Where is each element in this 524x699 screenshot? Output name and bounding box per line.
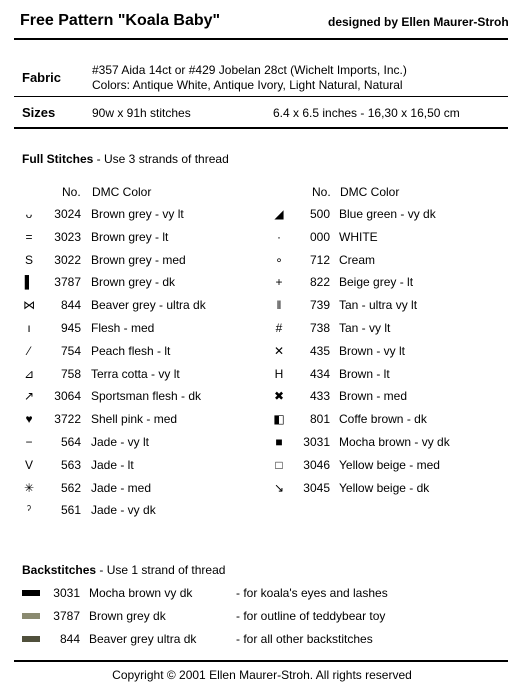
stitch-row [0,296,524,314]
copyright-notice: Copyright © 2001 Ellen Maurer-Stroh. All rights reserved [112,668,412,682]
triangle-icon: ⊿ [23,366,35,381]
sizes-stitches: 90w x 91h stitches [92,106,191,120]
full-stitches-note: - Use 3 strands of thread [93,152,229,166]
dmc-number: 3031 [53,586,80,600]
full-stitches-heading [22,152,229,166]
dmc-number: 3031 [303,435,330,449]
fabric-line-2: Colors: Antique White, Antique Ivory, Light Natural, Natural [92,78,403,92]
dmc-color-name: Beaver grey - ultra dk [91,298,206,313]
dot-icon: · [277,229,281,244]
thread-swatch [22,636,40,642]
letter-h-icon: H [274,366,284,381]
slash-icon: ⁄ [27,343,30,358]
bowtie-icon: ⋈ [23,298,35,313]
dmc-number: 739 [309,298,330,313]
heart-icon: ♥ [25,412,33,427]
dmc-number: 738 [309,321,330,335]
full-stitches-title: Full Stitches [22,152,94,166]
chevron-down-icon: V [24,457,33,472]
dmc-color-name: Blue green - vy dk [339,207,436,221]
dmc-number: 562 [60,480,81,495]
curve-icon: ᴗ [25,207,33,221]
stitch-row [0,433,524,451]
dmc-color-name: Terra cotta - vy lt [91,366,180,381]
col-header-no-left: No. [62,185,81,199]
bar-icon: ▌ [24,275,34,290]
arrow-down-right-icon: ↘ [273,480,285,495]
x-icon: ✕ [273,343,285,358]
dmc-color-name: Brown grey - med [91,252,186,267]
dmc-color-name: Sportsman flesh - dk [91,389,202,404]
dmc-number: 3787 [53,608,80,623]
dmc-number: 3046 [303,457,330,472]
dmc-number: 3024 [54,207,81,221]
dmc-color-name: Shell pink - med [91,412,178,427]
dmc-color-name: Tan - ultra vy lt [339,298,418,313]
dmc-color-name: Brown - vy lt [339,343,406,358]
stitch-row [0,228,524,246]
dmc-number: 433 [309,389,330,404]
dmc-number: 754 [60,343,81,358]
backstitches-heading [22,563,225,577]
header-divider [14,38,508,40]
dmc-number: 000 [309,229,330,244]
dmc-number: 434 [309,366,330,381]
hash-icon: # [275,321,283,335]
stitch-row [0,501,524,519]
letter-s-icon: S [24,252,33,267]
dmc-color-name: Brown grey - dk [91,275,176,290]
dmc-color-name: Brown grey - lt [91,229,169,244]
stitch-row [0,319,524,337]
backstitch-row [0,584,524,602]
dmc-color-name: Jade - vy dk [91,503,156,518]
equals-icon: = [25,229,33,244]
dmc-color-name: Beige grey - lt [339,275,414,290]
backstitch-purpose: - for all other backstitches [236,631,373,646]
dmc-color-name: Jade - vy lt [91,435,150,449]
dmc-color-name: Brown grey - vy lt [91,207,184,221]
dash-icon: − [25,435,33,449]
dmc-number: 758 [60,366,81,381]
dmc-number: 3064 [54,389,81,404]
stitch-row [0,387,524,405]
dmc-color-name: Jade - med [91,480,152,495]
dmc-color-name: Coffe brown - dk [339,412,427,427]
dmc-number: 561 [60,503,81,518]
dmc-number: 844 [59,631,80,646]
backstitches-title: Backstitches [22,563,97,577]
dmc-color-name: Brown - lt [339,366,390,381]
sizes-label: Sizes [22,105,56,120]
footer-divider [14,660,508,662]
thread-swatch [22,590,40,596]
thread-swatch [22,613,40,619]
designer-credit: designed by Ellen Maurer-Stroh [328,15,509,29]
small-bar-icon: ı [27,321,31,335]
dmc-color-name: Tan - vy lt [339,321,391,335]
dmc-number: 3045 [303,480,330,495]
dmc-color-name: Yellow beige - dk [339,480,430,495]
dmc-number: 3722 [54,412,81,427]
dmc-color-name: Peach flesh - lt [91,343,171,358]
fabric-line-1: #357 Aida 14ct or #429 Jobelan 28ct (Wichelt Imports, Inc.) [92,63,407,77]
dmc-color-name: Flesh - med [91,321,155,335]
dmc-number: 712 [309,252,330,267]
dmc-number: 844 [60,298,81,313]
stitch-row [0,410,524,428]
bold-x-icon: ✖ [273,389,285,404]
small-circle-icon: ∘ [275,252,283,267]
col-header-color-right: DMC Color [340,185,400,199]
sizes-divider [14,127,508,129]
empty-square-icon: □ [275,457,283,472]
dmc-number: 563 [60,457,81,472]
col-header-color-left: DMC Color [92,185,152,199]
dmc-number: 564 [60,435,81,449]
dmc-number: 500 [309,207,330,221]
page-title: Free Pattern "Koala Baby" [20,12,221,29]
stitch-row [0,456,524,474]
dmc-number: 435 [309,343,330,358]
fabric-label: Fabric [22,70,62,85]
dmc-color-name: Mocha brown vy dk [89,586,193,600]
corner-triangle-icon: ◢ [274,207,284,221]
dmc-number: 945 [60,321,81,335]
stitch-row [0,342,524,360]
asterisk-icon: ✳ [23,480,35,495]
sizes-dimensions: 6.4 x 6.5 inches - 16,30 x 16,50 cm [273,106,460,120]
dmc-color-name: Mocha brown - vy dk [339,435,450,449]
dmc-color-name: Brown - med [339,389,408,404]
plus-icon: + [275,275,283,290]
backstitch-purpose: - for koala's eyes and lashes [236,586,388,600]
backstitch-row [0,630,524,648]
col-header-no-right: No. [312,185,331,199]
dmc-number: 3787 [54,275,81,290]
double-bar-icon: ‖ [276,298,282,313]
dmc-number: 801 [309,412,330,427]
backstitches-note: - Use 1 strand of thread [96,563,226,577]
stitch-row [0,251,524,269]
backstitch-purpose: - for outline of teddybear toy [236,608,386,623]
arrow-icon: ↗ [23,389,35,404]
stitch-row [0,479,524,497]
dmc-color-name: Cream [339,252,376,267]
backstitch-row [0,607,524,625]
stitch-row [0,273,524,291]
dmc-number: 3022 [54,252,81,267]
dmc-color-name: WHITE [339,229,378,244]
dmc-number: 822 [309,275,330,290]
stitch-row [0,205,524,223]
seven-icon: ˀ [26,503,32,518]
dmc-color-name: Brown grey dk [89,608,166,623]
dmc-color-name: Yellow beige - med [339,457,440,472]
fabric-divider [14,96,508,97]
dmc-color-name: Beaver grey ultra dk [89,631,197,646]
stitch-row [0,365,524,383]
dmc-color-name: Jade - lt [91,457,134,472]
half-square-icon: ◧ [273,412,285,427]
filled-square-icon: ■ [275,435,283,449]
dmc-number: 3023 [54,229,81,244]
